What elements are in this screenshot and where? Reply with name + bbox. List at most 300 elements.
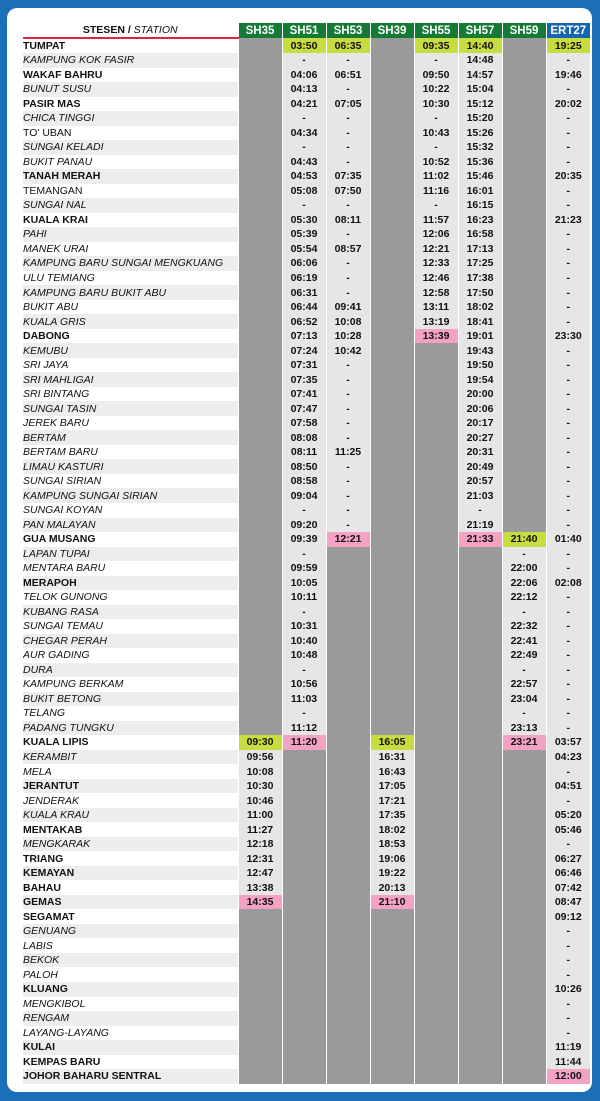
station-name: PASIR MAS <box>23 97 238 112</box>
time-cell <box>458 851 502 866</box>
time-cell <box>458 648 502 663</box>
time-cell <box>238 430 282 445</box>
station-name: AUR GADING <box>23 648 238 663</box>
time-cell <box>282 1055 326 1070</box>
time-cell: 11:25 <box>326 445 370 460</box>
time-cell: 16:58 <box>458 227 502 242</box>
time-cell <box>238 561 282 576</box>
time-cell <box>238 648 282 663</box>
time-cell <box>414 547 458 562</box>
time-cell: - <box>546 1011 590 1026</box>
time-cell: - <box>546 677 590 692</box>
time-cell <box>282 953 326 968</box>
time-cell <box>282 1040 326 1055</box>
time-cell <box>502 1055 546 1070</box>
time-cell <box>282 793 326 808</box>
time-cell <box>370 503 414 518</box>
time-cell <box>414 387 458 402</box>
table-row <box>23 851 590 866</box>
time-cell <box>238 126 282 141</box>
time-cell <box>414 1040 458 1055</box>
time-cell: - <box>546 256 590 271</box>
time-cell: - <box>282 706 326 721</box>
time-cell <box>282 997 326 1012</box>
time-cell <box>238 982 282 997</box>
time-cell: - <box>326 372 370 387</box>
time-cell: 08:11 <box>326 213 370 228</box>
time-cell: - <box>326 358 370 373</box>
time-cell <box>414 953 458 968</box>
time-cell: 08:47 <box>546 895 590 910</box>
time-cell: - <box>326 285 370 300</box>
time-cell: 10:28 <box>326 329 370 344</box>
time-cell: - <box>326 459 370 474</box>
time-cell <box>326 866 370 881</box>
time-cell <box>238 140 282 155</box>
time-cell: - <box>414 198 458 213</box>
table-row <box>23 924 590 939</box>
time-cell: 07:13 <box>282 329 326 344</box>
time-cell <box>326 997 370 1012</box>
time-cell <box>414 648 458 663</box>
time-cell <box>458 750 502 765</box>
train-header-sh39: SH39 <box>370 23 414 38</box>
time-cell <box>414 416 458 431</box>
time-cell: 21:03 <box>458 488 502 503</box>
time-cell <box>370 227 414 242</box>
train-header-sh57: SH57 <box>458 23 502 38</box>
time-cell <box>370 140 414 155</box>
time-cell <box>414 663 458 678</box>
table-row <box>23 982 590 997</box>
time-cell <box>326 663 370 678</box>
time-cell: 20:13 <box>370 880 414 895</box>
time-cell: 11:12 <box>282 721 326 736</box>
time-cell <box>326 634 370 649</box>
time-cell <box>238 909 282 924</box>
time-cell <box>414 372 458 387</box>
time-cell <box>370 474 414 489</box>
train-header-ert27: ERT27 <box>546 23 590 38</box>
table-row <box>23 866 590 881</box>
time-cell <box>414 343 458 358</box>
time-cell: 16:15 <box>458 198 502 213</box>
time-cell <box>238 242 282 257</box>
time-cell: - <box>546 474 590 489</box>
time-cell: 12:58 <box>414 285 458 300</box>
time-cell: 18:53 <box>370 837 414 852</box>
time-cell <box>414 445 458 460</box>
station-name: BEKOK <box>23 953 238 968</box>
time-cell <box>238 677 282 692</box>
time-cell <box>502 329 546 344</box>
time-cell <box>238 184 282 199</box>
time-cell <box>326 1069 370 1084</box>
time-cell <box>502 997 546 1012</box>
time-cell: - <box>546 518 590 533</box>
time-cell: 16:01 <box>458 184 502 199</box>
time-cell: - <box>326 256 370 271</box>
time-cell <box>282 750 326 765</box>
time-cell: - <box>546 764 590 779</box>
time-cell: 10:08 <box>326 314 370 329</box>
time-cell: - <box>282 547 326 562</box>
time-cell: 16:05 <box>370 735 414 750</box>
time-cell <box>370 256 414 271</box>
time-cell: 04:21 <box>282 97 326 112</box>
time-cell: 12:18 <box>238 837 282 852</box>
time-cell: 16:23 <box>458 213 502 228</box>
time-cell <box>370 213 414 228</box>
time-cell <box>414 677 458 692</box>
time-cell: 03:50 <box>282 38 326 53</box>
time-cell: 07:58 <box>282 416 326 431</box>
time-cell <box>326 880 370 895</box>
table-row <box>23 97 590 112</box>
time-cell: 22:49 <box>502 648 546 663</box>
time-cell <box>326 895 370 910</box>
time-cell: 17:21 <box>370 793 414 808</box>
station-name: TUMPAT <box>23 38 238 53</box>
time-cell <box>458 895 502 910</box>
station-name: JENDERAK <box>23 793 238 808</box>
time-cell: - <box>326 271 370 286</box>
time-cell <box>370 68 414 83</box>
time-cell <box>370 590 414 605</box>
time-cell <box>414 532 458 547</box>
time-cell: 20:00 <box>458 387 502 402</box>
time-cell: 07:24 <box>282 343 326 358</box>
time-cell: 04:43 <box>282 155 326 170</box>
time-cell: 08:57 <box>326 242 370 257</box>
station-name: LABIS <box>23 938 238 953</box>
time-cell <box>414 634 458 649</box>
time-cell <box>238 924 282 939</box>
time-cell <box>502 401 546 416</box>
time-cell: - <box>546 721 590 736</box>
time-cell <box>370 358 414 373</box>
time-cell <box>414 459 458 474</box>
time-cell <box>238 605 282 620</box>
time-cell: - <box>326 488 370 503</box>
time-cell <box>502 213 546 228</box>
time-cell <box>370 663 414 678</box>
time-cell: 11:57 <box>414 213 458 228</box>
station-name: JERANTUT <box>23 779 238 794</box>
table-row <box>23 909 590 924</box>
time-cell: 04:23 <box>546 750 590 765</box>
time-cell: - <box>282 605 326 620</box>
time-cell <box>370 329 414 344</box>
time-cell <box>502 866 546 881</box>
time-cell <box>502 184 546 199</box>
time-cell <box>502 779 546 794</box>
time-cell <box>326 909 370 924</box>
time-cell <box>458 793 502 808</box>
time-cell <box>414 851 458 866</box>
time-cell: - <box>546 924 590 939</box>
time-cell: 11:00 <box>238 808 282 823</box>
time-cell <box>326 793 370 808</box>
time-cell: 07:35 <box>326 169 370 184</box>
time-cell <box>414 721 458 736</box>
time-cell: 13:38 <box>238 880 282 895</box>
time-cell <box>238 329 282 344</box>
time-cell <box>238 503 282 518</box>
time-cell <box>238 401 282 416</box>
time-cell <box>458 982 502 997</box>
time-cell: 10:08 <box>238 764 282 779</box>
time-cell <box>502 314 546 329</box>
time-cell <box>238 488 282 503</box>
table-row <box>23 619 590 634</box>
time-cell <box>458 605 502 620</box>
time-cell <box>458 1055 502 1070</box>
time-cell: 09:35 <box>414 38 458 53</box>
time-cell <box>326 692 370 707</box>
table-row <box>23 547 590 562</box>
time-cell <box>326 735 370 750</box>
time-cell <box>370 387 414 402</box>
time-cell <box>238 1026 282 1041</box>
time-cell: 18:41 <box>458 314 502 329</box>
time-cell <box>370 285 414 300</box>
time-cell <box>370 967 414 982</box>
time-cell <box>370 619 414 634</box>
station-name: SUNGAI KOYAN <box>23 503 238 518</box>
station-name: TELOK GUNONG <box>23 590 238 605</box>
time-cell <box>238 445 282 460</box>
time-cell: 06:35 <box>326 38 370 53</box>
time-cell <box>238 97 282 112</box>
table-row <box>23 1011 590 1026</box>
time-cell <box>238 198 282 213</box>
time-cell: 12:21 <box>414 242 458 257</box>
time-cell: 17:38 <box>458 271 502 286</box>
time-cell <box>238 82 282 97</box>
time-cell: - <box>546 561 590 576</box>
time-cell <box>414 1026 458 1041</box>
station-name: KAMPUNG SUNGAI SIRIAN <box>23 488 238 503</box>
table-row <box>23 532 590 547</box>
time-cell <box>238 387 282 402</box>
time-cell: 10:31 <box>282 619 326 634</box>
time-cell <box>282 837 326 852</box>
station-name: MELA <box>23 764 238 779</box>
time-cell <box>282 779 326 794</box>
station-name: PAN MALAYAN <box>23 518 238 533</box>
time-cell <box>414 880 458 895</box>
time-cell <box>370 721 414 736</box>
time-cell <box>238 938 282 953</box>
time-cell <box>502 851 546 866</box>
station-name: SUNGAI NAL <box>23 198 238 213</box>
time-cell <box>370 518 414 533</box>
time-cell: 10:30 <box>238 779 282 794</box>
time-cell <box>370 982 414 997</box>
time-cell <box>370 1011 414 1026</box>
time-cell <box>370 1040 414 1055</box>
time-cell <box>370 155 414 170</box>
time-cell: 19:50 <box>458 358 502 373</box>
table-row <box>23 343 590 358</box>
time-cell <box>414 764 458 779</box>
time-cell <box>282 909 326 924</box>
time-cell <box>414 1011 458 1026</box>
time-cell: 23:13 <box>502 721 546 736</box>
time-cell <box>502 459 546 474</box>
time-cell <box>326 576 370 591</box>
time-cell: 08:50 <box>282 459 326 474</box>
time-cell <box>502 822 546 837</box>
time-cell <box>502 242 546 257</box>
station-name: KUALA GRIS <box>23 314 238 329</box>
table-row <box>23 358 590 373</box>
table-row <box>23 938 590 953</box>
time-cell <box>238 1011 282 1026</box>
time-cell: - <box>282 198 326 213</box>
station-name: BUKIT ABU <box>23 300 238 315</box>
time-cell: 10:46 <box>238 793 282 808</box>
time-cell: - <box>282 111 326 126</box>
time-cell: 10:40 <box>282 634 326 649</box>
time-cell: 17:25 <box>458 256 502 271</box>
table-row <box>23 329 590 344</box>
time-cell: - <box>546 793 590 808</box>
time-cell <box>370 1055 414 1070</box>
station-name: KUALA KRAI <box>23 213 238 228</box>
table-row <box>23 721 590 736</box>
station-name: MENGKARAK <box>23 837 238 852</box>
time-cell: 22:32 <box>502 619 546 634</box>
time-cell <box>326 953 370 968</box>
time-cell: 12:21 <box>326 532 370 547</box>
station-name: SRI JAYA <box>23 358 238 373</box>
time-cell <box>458 866 502 881</box>
table-row <box>23 387 590 402</box>
time-cell: 10:26 <box>546 982 590 997</box>
time-cell <box>458 1040 502 1055</box>
time-cell <box>370 242 414 257</box>
table-row <box>23 663 590 678</box>
table-row <box>23 880 590 895</box>
time-cell <box>458 663 502 678</box>
station-name: KAMPUNG BARU BUKIT ABU <box>23 285 238 300</box>
time-cell <box>326 706 370 721</box>
time-cell <box>370 401 414 416</box>
station-name: SRI BINTANG <box>23 387 238 402</box>
time-cell <box>458 1069 502 1084</box>
time-cell <box>414 997 458 1012</box>
time-cell <box>502 53 546 68</box>
time-cell: - <box>546 271 590 286</box>
table-row <box>23 764 590 779</box>
time-cell: - <box>326 198 370 213</box>
time-cell: 21:23 <box>546 213 590 228</box>
time-cell <box>370 1026 414 1041</box>
time-cell: - <box>546 488 590 503</box>
station-name: CHICA TINGGI <box>23 111 238 126</box>
station-name: MENGKIBOL <box>23 997 238 1012</box>
time-cell <box>370 430 414 445</box>
time-cell: 07:31 <box>282 358 326 373</box>
time-cell <box>502 474 546 489</box>
time-cell: 06:19 <box>282 271 326 286</box>
time-cell <box>502 953 546 968</box>
time-cell: 09:41 <box>326 300 370 315</box>
time-cell <box>414 808 458 823</box>
time-cell: 20:49 <box>458 459 502 474</box>
table-row <box>23 213 590 228</box>
time-cell: 19:01 <box>458 329 502 344</box>
time-cell <box>502 445 546 460</box>
station-name: TO' UBAN <box>23 126 238 141</box>
time-cell <box>502 488 546 503</box>
time-cell <box>238 692 282 707</box>
time-cell <box>502 808 546 823</box>
timetable-panel <box>7 8 592 1092</box>
station-column-header: STESEN / STATION <box>23 23 238 38</box>
time-cell: 12:33 <box>414 256 458 271</box>
time-cell: 19:06 <box>370 851 414 866</box>
time-cell: - <box>546 343 590 358</box>
time-cell <box>370 576 414 591</box>
time-cell <box>238 590 282 605</box>
station-name: BUNUT SUSU <box>23 82 238 97</box>
time-cell <box>370 938 414 953</box>
time-cell: 11:02 <box>414 169 458 184</box>
station-name: BUKIT PANAU <box>23 155 238 170</box>
time-cell <box>326 1011 370 1026</box>
time-cell: 13:19 <box>414 314 458 329</box>
time-cell <box>502 271 546 286</box>
time-cell: 23:30 <box>546 329 590 344</box>
time-cell <box>502 155 546 170</box>
time-cell: 11:20 <box>282 735 326 750</box>
time-cell: - <box>326 401 370 416</box>
time-cell <box>370 53 414 68</box>
time-cell: - <box>546 634 590 649</box>
time-cell <box>238 997 282 1012</box>
time-cell <box>326 1055 370 1070</box>
time-cell <box>238 271 282 286</box>
time-cell <box>238 155 282 170</box>
station-name: KAMPUNG BARU SUNGAI MENGKUANG <box>23 256 238 271</box>
time-cell <box>238 227 282 242</box>
time-cell: 09:56 <box>238 750 282 765</box>
time-cell <box>238 300 282 315</box>
time-cell <box>414 895 458 910</box>
time-cell <box>238 967 282 982</box>
time-cell: 12:06 <box>414 227 458 242</box>
time-cell: 04:13 <box>282 82 326 97</box>
train-header-sh35: SH35 <box>238 23 282 38</box>
time-cell <box>238 706 282 721</box>
time-cell: - <box>546 285 590 300</box>
time-cell: - <box>546 53 590 68</box>
station-name: BERTAM BARU <box>23 445 238 460</box>
time-cell <box>326 677 370 692</box>
time-cell <box>502 111 546 126</box>
time-cell: - <box>546 430 590 445</box>
time-cell <box>370 198 414 213</box>
time-cell: 06:06 <box>282 256 326 271</box>
time-cell <box>238 619 282 634</box>
time-cell: 11:27 <box>238 822 282 837</box>
time-cell <box>502 416 546 431</box>
time-cell: 15:12 <box>458 97 502 112</box>
time-cell <box>326 561 370 576</box>
